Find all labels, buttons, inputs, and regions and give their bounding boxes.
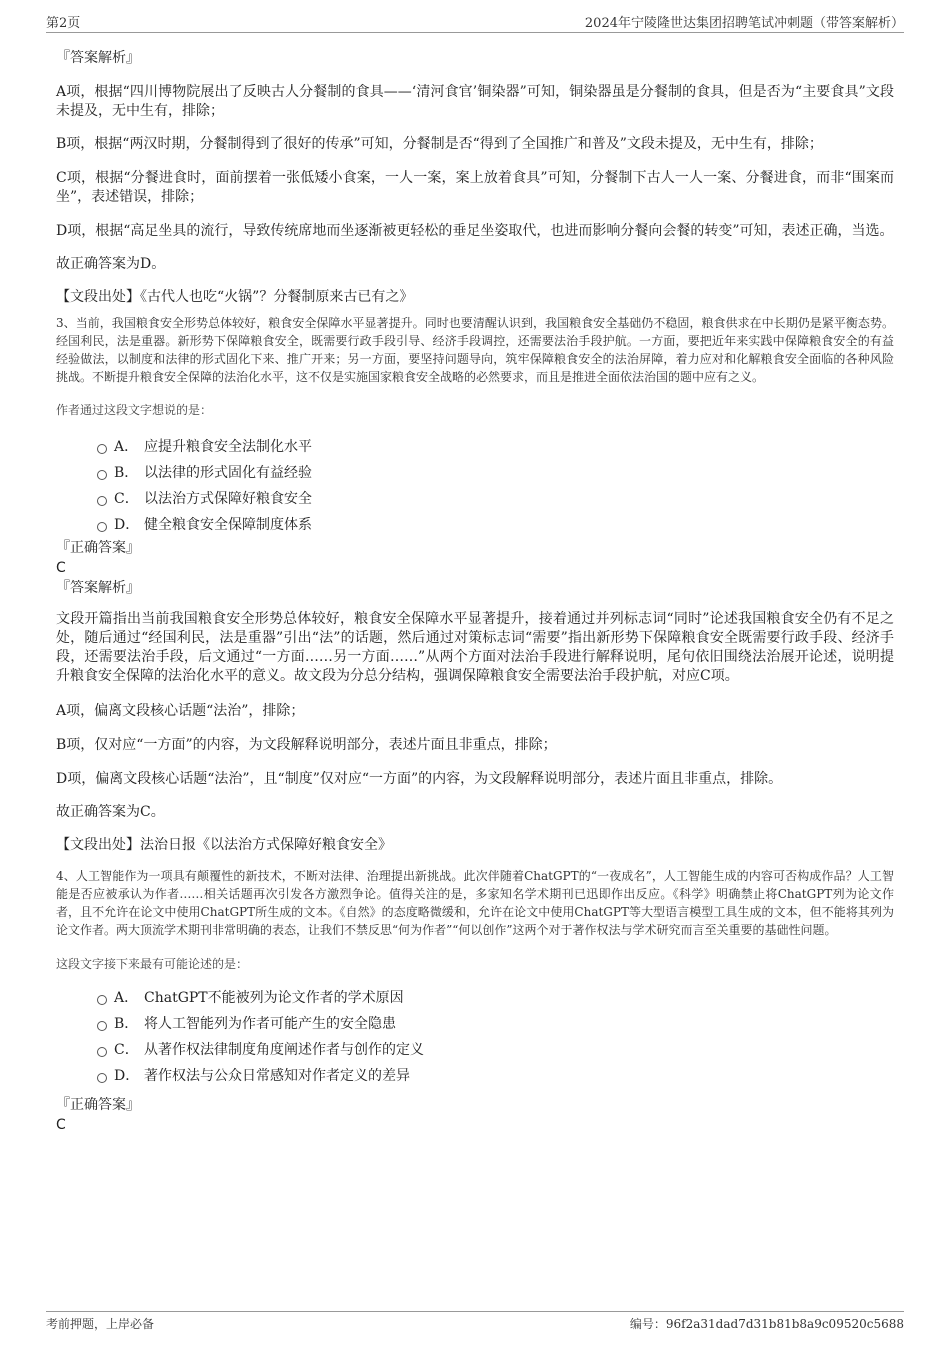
question-stem: 4、人工智能作为一项具有颠覆性的新技术，不断对法律、治理提出新挑战。此次伴随着ChatGPT的“一夜成名”，人工智能生成的内容可否构成作品？人工智能是否应被承认为作者……相关话题再次引发各方激烈争论。值得关注的是，多家知名学术期刊已迅即作出反应。《科学》明确禁止将ChatGPT列为论文作者，且不允许在论文中使用ChatGPT所生成的文本。《自然》的态度略微缓和，允许在论文中使用ChatGPT等大型语言模型工具生成的文本，但不能将其列为论文作者。两大顶流学术期刊非常明确的表态，让我们不禁反思“何为作者”“何以创作”这两个对于著作权法与学术研究而言至关重要的基础性问题。 <box>56 869 894 937</box>
radio-button[interactable] <box>97 1021 107 1031</box>
option-letter: B． <box>114 1016 139 1032</box>
option-d[interactable] <box>56 1063 894 1089</box>
radio-button[interactable] <box>97 470 107 480</box>
radio-button[interactable] <box>97 1073 107 1083</box>
correct-answer-label: 『正确答案』 <box>56 540 140 556</box>
question-stem: 3、当前，我国粮食安全形势总体较好，粮食安全保障水平显著提升。同时也要清醒认识到，我国粮食安全基础仍不稳固，粮食供求在中长期仍是紧平衡态势。经国利民，法是重器。新形势下保障粮食安全，既需要行政手段引导、经济手段调控，还需要法治手段护航。一方面，要把近年来实践中保障粮食安全的有益经验做法，以制度和法律的形式固化下来、推广开来；另一方面，要坚持问题导向，筑牢保障粮食安全的法治屏障，着力应对和化解粮食安全面临的各种风险挑战。不断提升粮食安全保障的法治化水平，这不仅是实施国家粮食安全战略的必然要求，而且是推进全面依法治国的题中应有之义。 <box>56 316 894 384</box>
option-letter: C． <box>114 1042 139 1058</box>
option-d[interactable] <box>56 512 894 538</box>
analysis-paragraph: C项，根据“分餐进食时，面前摆着一张低矮小食案，一人一案，案上放着食具”可知，分餐制下古人一人一案、分餐进食，而非“围案而坐”，表述错误，排除； <box>56 170 894 205</box>
answer-analysis-label: 『答案解析』 <box>56 580 140 596</box>
option-text: ChatGPT不能被列为论文作者的学术原因 <box>144 990 404 1006</box>
correct-answer-label: 『正确答案』 <box>56 1097 140 1113</box>
page-footer <box>46 1311 904 1337</box>
analysis-paragraph: A项，偏离文段核心话题“法治”，排除； <box>56 703 305 719</box>
option-b[interactable] <box>56 1011 894 1037</box>
option-c[interactable] <box>56 1037 894 1063</box>
analysis-paragraph: D项，根据“高足坐具的流行，导致传统席地而坐逐渐被更轻松的垂足坐姿取代，也进而影响分餐向会餐的转变”可知，表述正确，当选。 <box>56 223 894 239</box>
document-serial: 编号：96f2a31dad7d31b81b8a9c09520c5688 <box>629 1317 904 1331</box>
option-letter: D． <box>114 1068 140 1084</box>
option-list <box>56 434 894 538</box>
option-text: 从著作权法律制度角度阐述作者与创作的定义 <box>144 1042 424 1058</box>
option-text: 以法律的形式固化有益经验 <box>144 465 312 481</box>
question-prompt: 这段文字接下来最有可能论述的是： <box>56 957 249 971</box>
analysis-paragraph: 文段开篇指出当前我国粮食安全形势总体较好，粮食安全保障水平显著提升，接着通过并列标志词“同时”论述我国粮食安全仍有不足之处，随后通过“经国利民，法是重器”引出“法”的话题，然后通过对策标志词“需要”指出新形势下保障粮食安全既需要行政手段、经济手段，还需要法治手段，后文通过“一方面……另一方面……”从两个方面对法治手段进行解释说明，尾句依旧围绕法治展开论述，说明提升粮食安全保障的法治化水平的意义。故文段为分总分结构，强调保障粮食安全需要法治手段护航，对应C项。 <box>56 611 894 684</box>
final-answer: 故正确答案为C。 <box>56 804 165 820</box>
radio-button[interactable] <box>97 1047 107 1057</box>
analysis-paragraph: A项，根据“四川博物院展出了反映古人分餐制的食具——‘清河食官’铜染器”可知，铜染器虽是分餐制的食具，但是否为“主要食具”文段未提及，无中生有，排除； <box>56 84 894 119</box>
radio-button[interactable] <box>97 522 107 532</box>
option-list <box>56 985 894 1089</box>
option-b[interactable] <box>56 460 894 486</box>
option-letter: A． <box>114 990 139 1006</box>
correct-answer: C <box>56 1117 66 1133</box>
document-title: 2024年宁陵隆世达集团招聘笔试冲刺题（带答案解析） <box>584 16 904 31</box>
correct-answer: C <box>56 560 66 576</box>
option-letter: A． <box>114 439 139 455</box>
radio-button[interactable] <box>97 444 107 454</box>
page-header <box>46 12 904 33</box>
option-letter: D． <box>114 517 140 533</box>
analysis-paragraph: B项，根据“两汉时期，分餐制得到了很好的传承”可知，分餐制是否“得到了全国推广和普及”文段未提及，无中生有，排除； <box>56 136 823 152</box>
final-answer: 故正确答案为D。 <box>56 256 166 272</box>
source-citation: 【文段出处】法治日报《以法治方式保障好粮食安全》 <box>56 837 392 853</box>
option-a[interactable] <box>56 434 894 460</box>
page-number: 第2页 <box>46 16 81 31</box>
option-a[interactable] <box>56 985 894 1011</box>
option-text: 健全粮食安全保障制度体系 <box>144 517 312 533</box>
option-text: 以法治方式保障好粮食安全 <box>144 491 312 507</box>
page-content <box>56 46 894 1135</box>
answer-analysis-label: 『答案解析』 <box>56 50 140 66</box>
option-letter: C． <box>114 491 139 507</box>
option-text: 应提升粮食安全法制化水平 <box>144 439 312 455</box>
option-text: 将人工智能列为作者可能产生的安全隐患 <box>144 1016 396 1032</box>
footer-slogan: 考前押题，上岸必备 <box>46 1317 155 1331</box>
option-c[interactable] <box>56 486 894 512</box>
radio-button[interactable] <box>97 496 107 506</box>
radio-button[interactable] <box>97 995 107 1005</box>
analysis-paragraph: B项，仅对应“一方面”的内容，为文段解释说明部分，表述片面且非重点，排除； <box>56 737 557 753</box>
option-text: 著作权法与公众日常感知对作者定义的差异 <box>144 1068 410 1084</box>
option-letter: B． <box>114 465 139 481</box>
analysis-paragraph: D项，偏离文段核心话题“法治”，且“制度”仅对应“一方面”的内容，为文段解释说明部分，表述片面且非重点，排除。 <box>56 771 783 787</box>
question-prompt: 作者通过这段文字想说的是： <box>56 403 213 417</box>
source-citation: 【文段出处】《古代人也吃“火锅”？分餐制原来古已有之》 <box>56 289 414 305</box>
